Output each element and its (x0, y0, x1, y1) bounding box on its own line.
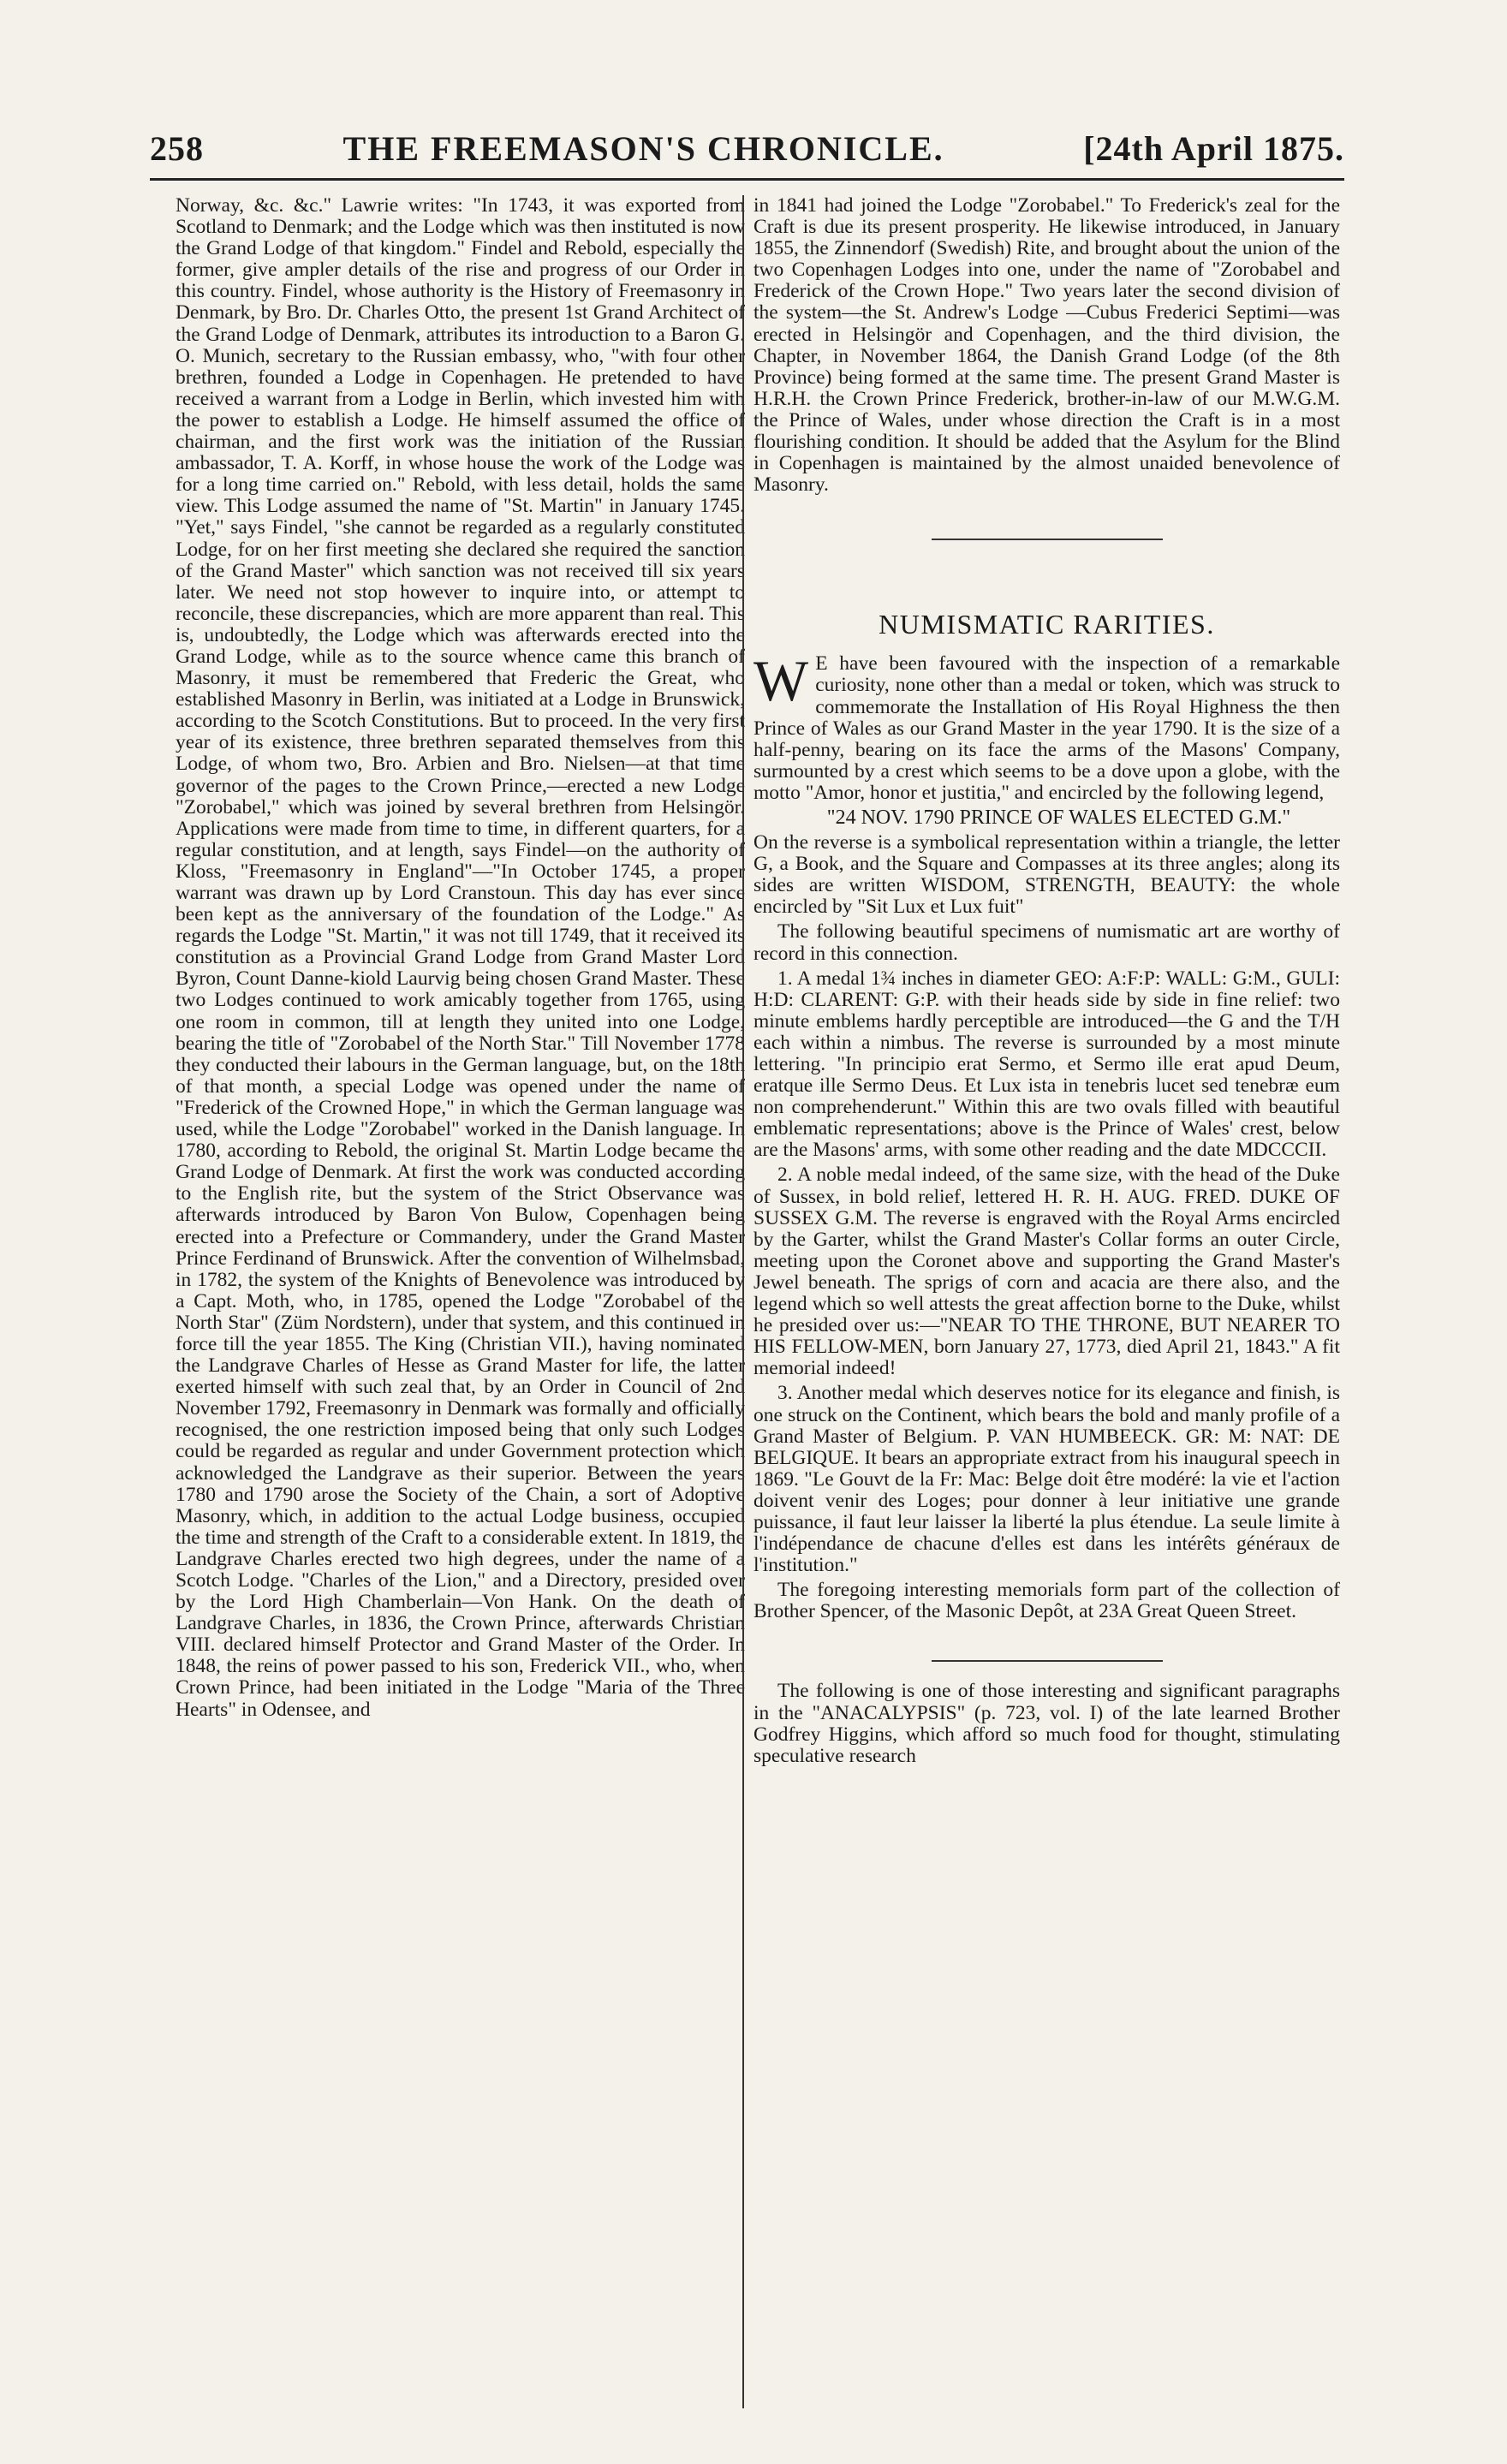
medal-item-3: 3. Another medal which deserves notice for its elegance and finish, is one struck on the Continent, which bears the bold and manly profile of a Grand Master of Belgium. P. VAN HUMBEECK. GR: M: NAT: DE BELGIQUE. It bears an appropriate extract from his inaugural speech in 1869. "Le Gouvt de la Fr: Mac: Belge doit être modéré: la vie et l'action doivent venir des Loges; pour donner à leur initiative une grande puissance, il faut leur laisser la liberté la plus étendue. La seule limite à l'indépendance de chacune d'elles est dans les intérêts généraux de l'institution." (754, 1382, 1340, 1577)
page-number: 258 (150, 129, 204, 168)
masthead-title: THE FREEMASON'S CHRONICLE. (342, 129, 944, 168)
reverse-paragraph: On the reverse is a symbolical representation within a triangle, the letter G, a Book, and the Square and Compasses at its three angles; along its sides are written WISDOM, STRENGTH, BEAUTY: the whole encircled by "Sit Lux et Lux fuit" (754, 831, 1340, 919)
closing-paragraph: The following is one of those interesting and significant paragraphs in the "ANACALYPSIS" (p. 723, vol. I) of the late learned Brother Godfrey Higgins, which afford so much food for thought, stimulating speculative research (754, 1680, 1340, 1767)
intro-paragraph (754, 648, 1340, 804)
header-rule (150, 178, 1344, 181)
left-column (176, 195, 745, 2408)
drop-cap: W (754, 648, 809, 714)
medal-legend: "24 NOV. 1790 PRINCE OF WALES ELECTED G.M." (826, 806, 1291, 829)
article-continuation: in 1841 had joined the Lodge "Zorobabel." To Frederick's zeal for the Craft is due its present prosperity. He likewise introduced, in January 1855, the Zinnendorf (Swedish) Rite, and brought about the union of the two Copenhagen Lodges into one, under the name of "Zorobabel and Frederick of the Crown Hope." Two years later the second division of the system—the St. Andrew's Lodge —Cubus Frederici Septimi—was erected in Helsingör and Copenhagen, and the third division, the Chapter, in November 1864, the Danish Grand Lodge (of the 8th Province) being formed at the same time. The present Grand Master is H.R.H. the Crown Prince Frederick, brother-in-law of our M.W.G.M. the Prince of Wales, under whose direction the Craft is in a most flourishing condition. It should be added that the Asylum for the Blind in Copenhagen is maintained by the almost unaided benevolence of Masonry. (754, 195, 1340, 497)
issue-date: [24th April 1875. (1083, 129, 1344, 168)
following-paragraph: The following beautiful specimens of numismatic art are worthy of record in this connection. (754, 920, 1340, 965)
medal-item-2: 2. A noble medal indeed, of the same size, with the head of the Duke of Sussex, in bold relief, lettered H. R. H. AUG. FRED. DUKE OF SUSSEX G.M. The reverse is engraved with the Royal Arms encircled by the Garter, whilst the Grand Master's Collar forms an outer Circle, meeting upon the Coronet above and supporting the Grand Master's Jewel beneath. The sprigs of corn and acacia are there also, and the legend which so well attests the great affection borne to the Duke, whilst he presided over us:—"NEAR TO THE THRONE, BUT NEARER TO HIS FELLOW-MEN, born January 27, 1773, died April 21, 1843." A fit memorial indeed! (754, 1164, 1340, 1380)
section-rule (932, 539, 1163, 540)
column-divider (742, 195, 744, 2408)
intro-text: E have been favoured with the inspection of a remarkable curiosity, none other than a medal or token, which was struck to commemorate the Installation of His Royal Highness the then Prince of Wales as our Grand Master in the year 1790. It is the size of a half-penny, bearing on its face the arms of the Masons' Company, surmounted by a crest which seems to be a dove upon a globe, with the motto "Amor, honor et justitia," and encircled by the following legend, (754, 652, 1340, 804)
article-paragraph: Norway, &c. &c." Lawrie writes: "In 1743, it was exported from Scotland to Denmark; and the Lodge which was then instituted is now the Grand Lodge of that kingdom." Findel and Rebold, especially the former, give ampler details of the rise and progress of our Order in this country. Findel, whose authority is the History of Freemasonry in Denmark, by Bro. Dr. Charles Otto, the present 1st Grand Architect of the Grand Lodge of Denmark, attributes its introduction to a Baron G. O. Munich, secretary to the Russian embassy, who, "with four other brethren, founded a Lodge in Copenhagen. He pretended to have received a warrant from a Lodge in Berlin, which invested him with the power to establish a Lodge. He himself assumed the office of chairman, and the first work was the initiation of the Russian ambassador, T. A. Korff, in whose house the work of the Lodge was for a long time carried on." Rebold, with less detail, holds the same view. This Lodge assumed the name of "St. Martin" in January 1745. "Yet," says Findel, "she cannot be regarded as a regularly constituted Lodge, for on her first meeting she declared she required the sanction of the Grand Master" which sanction was not received till six years later. We need not stop however to inquire into, or attempt to reconcile, these discrepancies, which are more apparent than real. This is, undoubtedly, the Lodge which was afterwards erected into the Grand Lodge, while as to the source whence came this branch of Masonry, it must be remembered that Frederic the Great, who established Masonry in Berlin, was initiated at a Lodge in Brunswick, according to the Scotch Constitutions. But to proceed. In the very first year of its existence, three brethren separated themselves from this Lodge, of whom two, Bro. Arbien and Bro. Nielsen—at that time governor of the pages to the Crown Prince,—erected a new Lodge "Zorobabel," which was joined by several brethren from Helsingör. Applications were made from time to time, in different quarters, for a regular constitution, and at length, says Findel—on the authority of Kloss, "Freemasonry in England"—"In October 1745, a proper warrant was drawn up by Lord Cranstoun. This day has ever since been kept as the anniversary of the foundation of the Lodge." As regards the Lodge "St. Martin," it was not till 1749, that it received its constitution as a Provincial Grand Lodge from Grand Master Lord Byron, Count Danne-kiold Laurvig being chosen Grand Master. These two Lodges continued to work amicably together from 1765, using one room in common, till at length they united into one Lodge, bearing the title of "Zorobabel of the North Star." Till November 1778 they conducted their labours in the German language, but, on the 18th of that month, a special Lodge was opened under the name of "Frederick of the Crowned Hope," in which the German language was used, while the Lodge "Zorobabel" worked in the Danish language. In 1780, according to Rebold, the original St. Martin Lodge became the Grand Lodge of Denmark. At first the work was conducted according to the English rite, but the system of the Strict Observance was afterwards introduced by Baron Von Bulow, Copenhagen being erected into a Prefecture or Commandery, under the Grand Master Prince Ferdinand of Brunswick. After the convention of Wilhelmsbad, in 1782, the system of the Knights of Benevolence was introduced by a Capt. Moth, who, in 1785, opened the Lodge "Zorobabel of the North Star" (Züm Nordstern), under that system, and this continued in force till the year 1855. The King (Christian VII.), having nominated the Landgrave Charles of Hesse as Grand Master for life, the latter exerted himself with such zeal that, by an Order in Council of 2nd November 1792, Freemasonry in Denmark was formally and officially recognised, the one restriction imposed being that only such Lodges could be regarded as regular and under Government protection which acknowledged the Landgrave as their superior. Between the years 1780 and 1790 arose the Society of the Chain, a sort of Adoptive Masonry, which, in addition to the actual Lodge business, occupied the time and strength of the Craft to a considerable extent. In 1819, the Landgrave Charles erected two high degrees, under the name of a Scotch Lodge. "Charles of the Lion," and a Directory, presided over by the Lord High Chamberlain—Von Hank. On the death of Landgrave Charles, in 1836, the Crown Prince, afterwards Christian VIII. declared himself Protector and Grand Master of the Order. In 1848, the reins of power passed to his son, Frederick VII., who, when Crown Prince, had been initiated in the Lodge "Maria of the Three Hearts" in Odensee, and (176, 195, 745, 1721)
medal-item-1: 1. A medal 1¾ inches in diameter GEO: A:F:P: WALL: G:M., GULI: H:D: CLARENT: G:P. with their heads side by side in fine relief: two minute emblems hardly perceptible are introduced—the G and the T/H each within a nimbus. The reverse is surrounded by a most minute lettering. "In principio erat Sermo, et Sermo ille erat apud Deum, eratque ille Sermo Deus. Et Lux ista in tenebris lucet sed tenebræ eum non comprehenderunt." Within this are two ovals filled with beautiful emblematic representations; above is the Prince of Wales' crest, below are the Masons' arms, with some other reading and the date MDCCCII. (754, 967, 1340, 1162)
section-rule-lower (932, 1660, 1163, 1662)
section-title: NUMISMATIC RARITIES. (879, 609, 1215, 640)
right-column (754, 195, 1340, 2408)
page-header (150, 128, 1344, 171)
foregoing-paragraph: The foregoing interesting memorials form part of the collection of Brother Spencer, of the Masonic Depôt, at 23A Great Queen Street. (754, 1579, 1340, 1623)
